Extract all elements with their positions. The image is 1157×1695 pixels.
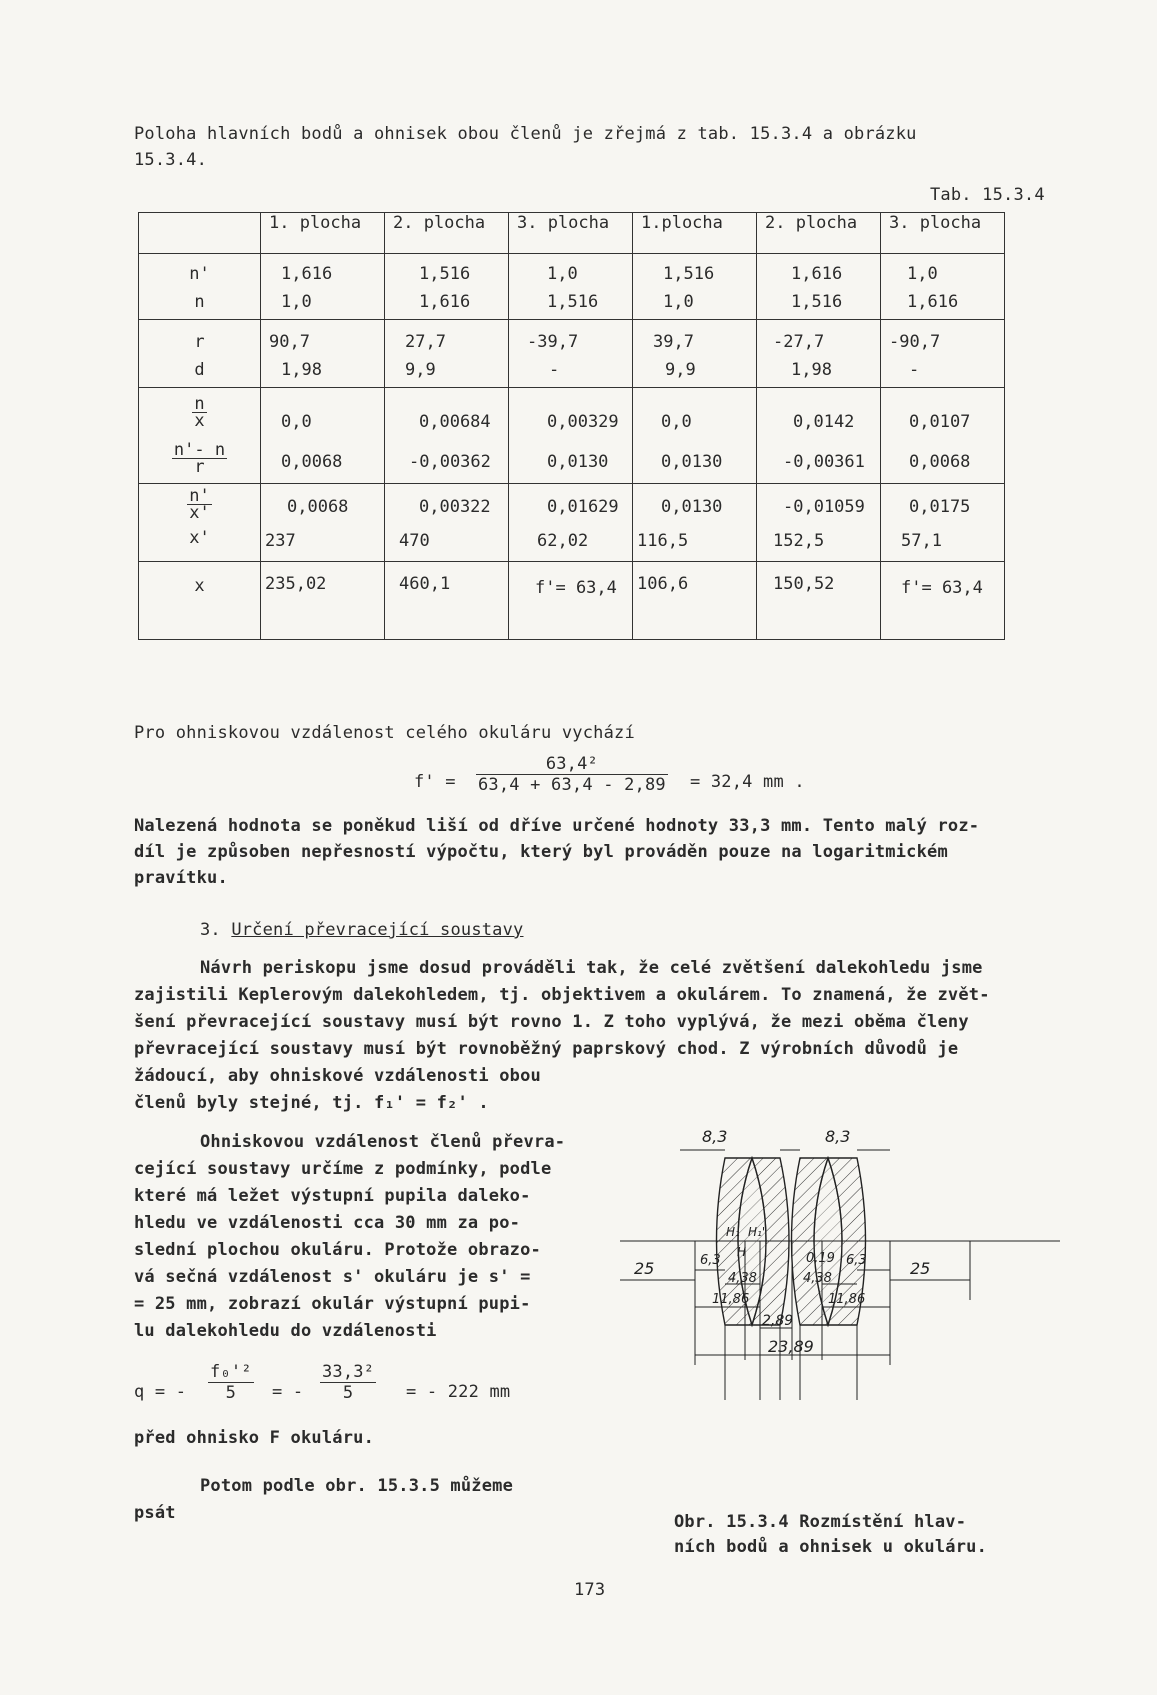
para-pupil-line-6: vá sečná vzdálenost s' okuláru je s' =: [134, 1267, 531, 1287]
para-pupil-line-3: které má ležet výstupní pupila daleko-: [134, 1186, 531, 1206]
cell-value: 460,1: [399, 574, 451, 594]
frac-label-n-over-x: $\frac{n}{x}$: [194, 394, 205, 431]
dim-289: 2,89: [762, 1313, 794, 1329]
para-then-line-2: psát: [134, 1503, 176, 1523]
intro-line-2: 15.3.4.: [134, 150, 208, 170]
para-difference-line-1: Nalezená hodnota se poněkud liší od dříve určené hodnoty 33,3 mm. Tento malý roz-: [134, 816, 980, 836]
cell-value: 470: [399, 531, 430, 551]
para-pupil-line-8: lu dalekohledu do vzdálenosti: [134, 1321, 437, 1341]
dim-top-right: 8,3: [825, 1127, 851, 1146]
label-h1-prime: H₁': [748, 1225, 766, 1239]
intro-line-1: Poloha hlavních bodů a ohnisek obou členů je zřejmá z tab. 15.3.4 a obrázku: [134, 124, 917, 144]
cell-value: [881, 562, 1004, 570]
header-cell: 2. plocha: [757, 213, 881, 254]
cell-value: -0,00362: [409, 452, 491, 472]
cell-value: 237: [265, 531, 296, 551]
cell-value: -90,7: [889, 332, 941, 352]
row-label: x': [189, 528, 210, 548]
cell-value: 1,516: [663, 264, 715, 284]
cell-value: -27,7: [773, 332, 825, 352]
cell-value: 39,7: [653, 332, 694, 352]
cell-value: 1,616: [281, 264, 333, 284]
cell-value: 0,0: [661, 412, 692, 432]
cell-value: 1,98: [791, 360, 832, 380]
dim-25-left: 25: [634, 1259, 655, 1278]
section-title: Určení převracející soustavy: [231, 920, 524, 940]
para-pupil-line-1: Ohniskovou vzdálenost členů převra-: [200, 1132, 566, 1152]
cell-value: 9,9: [405, 360, 436, 380]
dim-25-right: 25: [910, 1259, 931, 1278]
cell-value: -: [549, 360, 560, 380]
cell-value: 1,616: [419, 292, 471, 312]
cell-value: [509, 562, 632, 570]
figure-caption-line-2: ních bodů a ohnisek u okuláru.: [674, 1537, 988, 1557]
cell-value: f'= 63,4: [535, 578, 617, 598]
cell-value: 0,0130: [547, 452, 609, 472]
cell-value: 62,02: [537, 531, 589, 551]
cell-value: 106,6: [637, 574, 689, 594]
para-difference-line-3: pravítku.: [134, 868, 228, 888]
cell-value: 1,0: [663, 292, 694, 312]
cell-value: 0,0175: [909, 497, 971, 517]
figure-caption-line-1: Obr. 15.3.4 Rozmístění hlav-: [674, 1512, 967, 1532]
cell-value: 90,7: [269, 332, 310, 352]
cell-value: 0,0068: [909, 452, 971, 472]
row-label: d: [194, 360, 205, 380]
label-h1: H₁: [726, 1225, 740, 1239]
eq2-mid: = -: [272, 1382, 304, 1402]
cell-value: 1,0: [281, 292, 312, 312]
header-corner: [139, 213, 261, 254]
section-number: 3.: [200, 920, 221, 940]
para-focus: před ohnisko F okuláru.: [134, 1428, 375, 1448]
table-group-row: [139, 388, 1005, 484]
cell-value: 1,516: [547, 292, 599, 312]
para-pupil-line-2: cející soustavy určíme z podmínky, podle: [134, 1159, 552, 1179]
para-difference-line-2: díl je způsoben nepřesností výpočtu, který byl prováděn pouze na logaritmickém: [134, 842, 948, 862]
row-label: r: [194, 332, 205, 352]
table-header-row: [139, 213, 1005, 254]
cell-value: 0,0142: [793, 412, 855, 432]
page-number: 173: [574, 1580, 606, 1600]
cell-value: 1,516: [791, 292, 843, 312]
header-cell: 3. plocha: [881, 213, 1005, 254]
cell-value: 1,616: [791, 264, 843, 284]
dim-438-right: 4,38: [803, 1271, 832, 1286]
para-relay-line-5: žádoucí, aby ohniskové vzdálenosti obou: [134, 1066, 541, 1086]
para-pupil-line-4: hledu ve vzdálenosti cca 30 mm za po-: [134, 1213, 521, 1233]
data-table: [138, 212, 1005, 640]
cell-value: 0,0130: [661, 497, 723, 517]
para-relay-line-3: šení převracející soustavy musí být rovno 1. Z toho vyplývá, že mezi oběma členy: [134, 1012, 969, 1032]
cell-value: f'= 63,4: [901, 578, 983, 598]
para-pupil-line-7: = 25 mm, zobrazí okulár výstupní pupi-: [134, 1294, 531, 1314]
cell-value: 9,9: [665, 360, 696, 380]
para-relay-line-1: Návrh periskopu jsme dosud prováděli tak, že celé zvětšení dalekohledu jsme: [200, 958, 983, 978]
para-eyepiece-focal: Pro ohniskovou vzdálenost celého okuláru vychází: [134, 723, 635, 743]
cell-value: 235,02: [265, 574, 327, 594]
cell-value: 0,0068: [287, 497, 349, 517]
cell-value: 0,0068: [281, 452, 343, 472]
eq2-fraction-2: $\frac{\text{33,3²}}{5}$: [322, 1362, 375, 1403]
eq1-rhs: = 32,4 mm .: [690, 772, 805, 792]
eq2-lhs: q = -: [134, 1382, 187, 1402]
para-relay-line-4: převracející soustavy musí být rovnoběžný paprskový chod. Z výrobních důvodů je: [134, 1039, 959, 1059]
dim-019: 0,19: [806, 1251, 835, 1266]
dim-63-left: 6,3: [700, 1253, 721, 1268]
frac-label-dn-over-r: $\frac{n'- n}{r}$: [173, 440, 226, 477]
eq2-rhs: = - 222 mm: [406, 1382, 511, 1402]
cell-value: 0,0: [281, 412, 312, 432]
cell-value: 150,52: [773, 574, 835, 594]
dim-top-left: 8,3: [702, 1127, 728, 1146]
cell-value: 0,00684: [419, 412, 491, 432]
frac-label-n1-over-x1: $\frac{n'}{x'}$: [189, 486, 210, 523]
eq1-lhs: f' =: [414, 772, 456, 792]
table-group-row: [139, 562, 1005, 640]
cell-value: 0,01629: [547, 497, 619, 517]
cell-value: 57,1: [901, 531, 942, 551]
cell-value: -: [909, 360, 920, 380]
cell-value: 1,98: [281, 360, 322, 380]
label-h: H: [737, 1245, 747, 1259]
cell-value: 116,5: [637, 531, 689, 551]
dim-1186-right: 11,86: [828, 1292, 866, 1307]
header-cell: 3. plocha: [509, 213, 633, 254]
cell-value: 0,00329: [547, 412, 619, 432]
section-heading: [200, 920, 524, 940]
eq2-fraction-1: $\frac{\text{f₀'²}}{5}$: [210, 1362, 252, 1403]
cell-value: 0,0107: [909, 412, 971, 432]
cell-value: 1,0: [547, 264, 578, 284]
cell-value: -39,7: [527, 332, 579, 352]
cell-value: -0,00361: [783, 452, 865, 472]
table-group-row: [139, 254, 1005, 320]
cell-value: 152,5: [773, 531, 825, 551]
cell-value: 1,516: [419, 264, 471, 284]
cell-value: 1,616: [907, 292, 959, 312]
table-group-row: [139, 320, 1005, 388]
header-cell: 1.plocha: [633, 213, 757, 254]
row-label: x: [194, 576, 205, 596]
row-label: n: [194, 292, 205, 312]
para-relay-line-6: členů byly stejné, tj. f₁' = f₂' .: [134, 1093, 489, 1113]
lens-figure: [620, 1110, 1060, 1510]
header-cell: 1. plocha: [261, 213, 385, 254]
dim-438-left: 4,38: [728, 1271, 757, 1286]
cell-value: 27,7: [405, 332, 446, 352]
para-relay-line-2: zajistili Keplerovým dalekohledem, tj. objektivem a okulárem. To znamená, že zvět-: [134, 985, 990, 1005]
dim-2389: 23,89: [768, 1337, 814, 1356]
header-cell: 2. plocha: [385, 213, 509, 254]
eq1-fraction: $\frac{\text{63,4²}}{63,4 + 63,4 - 2,89}$: [478, 754, 666, 795]
cell-value: 0,00322: [419, 497, 491, 517]
cell-value: -0,01059: [783, 497, 865, 517]
table-caption: Tab. 15.3.4: [930, 185, 1045, 205]
dim-63-right: 6,3: [846, 1253, 867, 1268]
row-label: n': [189, 264, 210, 284]
dim-1186-left: 11,86: [712, 1292, 750, 1307]
table-group-row: [139, 484, 1005, 562]
para-pupil-line-5: slední plochou okuláru. Protože obrazo-: [134, 1240, 541, 1260]
para-then-line-1: Potom podle obr. 15.3.5 můžeme: [200, 1476, 514, 1496]
cell-value: 1,0: [907, 264, 938, 284]
cell-value: 0,0130: [661, 452, 723, 472]
